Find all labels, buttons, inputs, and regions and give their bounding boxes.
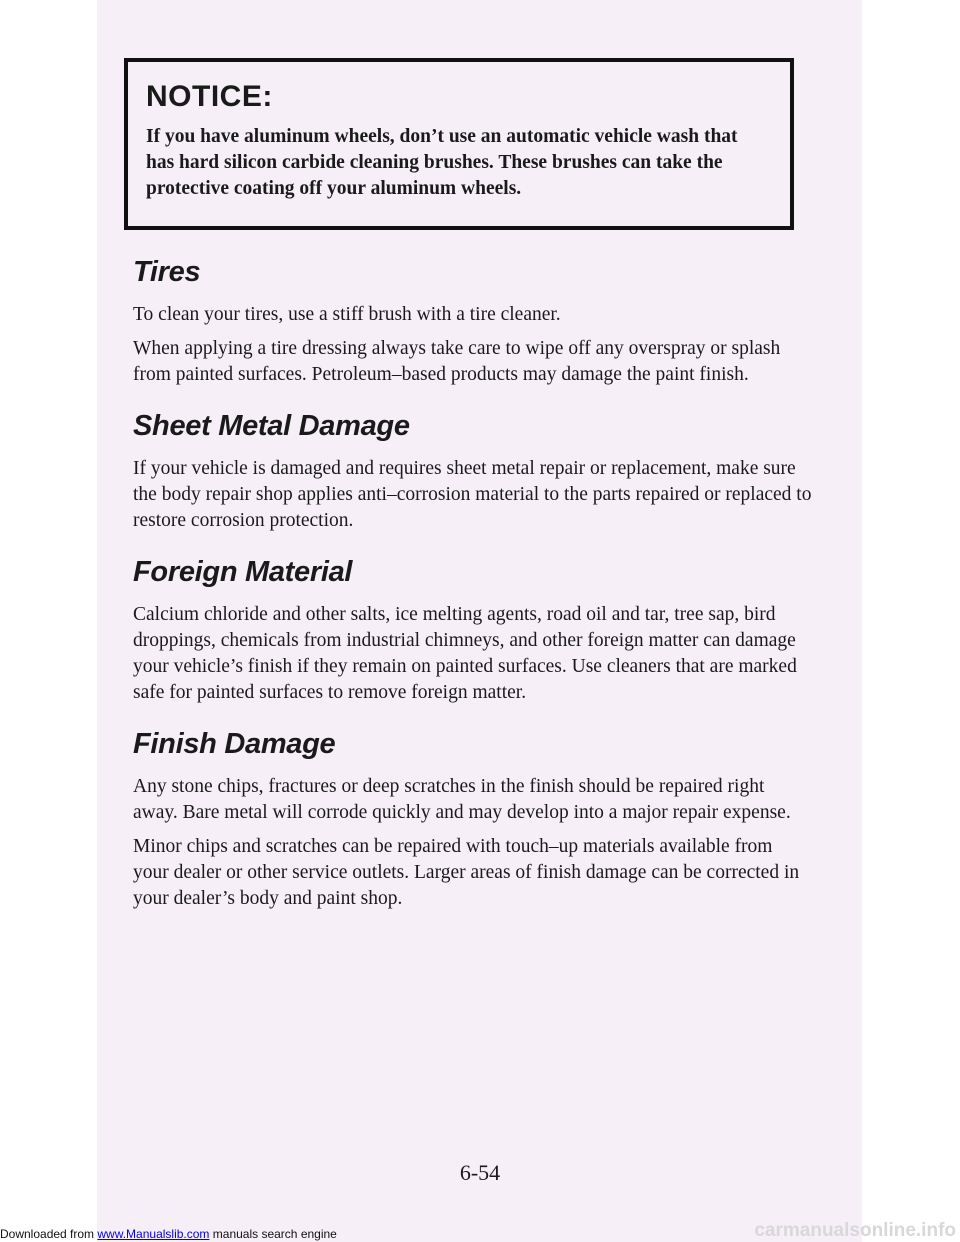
notice-text: If you have aluminum wheels, don’t use an automatic vehicle wash that has hard silicon carbide cleaning brushes. These brushes can take the protective coating off your aluminum wheels. <box>146 126 738 199</box>
notice-box <box>124 58 794 230</box>
section-paragraph: Any stone chips, fractures or deep scratches in the finish should be repaired right away. Bare metal will corrode quickly and may develop into a major repair expense. <box>133 776 791 823</box>
section-heading: Foreign Material <box>133 556 353 588</box>
page-number: 6-54 <box>459 1160 501 1185</box>
main-content <box>133 252 813 930</box>
section-foreign-material <box>133 552 813 706</box>
section-paragraph: If your vehicle is damaged and requires sheet metal repair or replacement, make sure the body repair shop applies anti–corrosion material to the parts repaired or replaced to restore corrosion protection. <box>133 458 812 531</box>
notice-title: NOTICE: <box>146 80 273 113</box>
section-heading: Sheet Metal Damage <box>133 410 410 442</box>
section-heading: Tires <box>133 256 201 288</box>
section-paragraph: To clean your tires, use a stiff brush with a tire cleaner. <box>133 304 561 325</box>
section-paragraph: When applying a tire dressing always take care to wipe off any overspray or splash from painted surfaces. Petroleum–based products may damage the paint finish. <box>133 338 781 385</box>
download-footer <box>0 1226 337 1242</box>
footer-suffix: manuals search engine <box>209 1227 337 1241</box>
watermark: carmanualsonline.info <box>754 1220 956 1241</box>
manualslib-link[interactable]: www.Manualslib.com <box>97 1227 210 1241</box>
section-paragraph: Calcium chloride and other salts, ice melting agents, road oil and tar, tree sap, bird droppings, chemicals from industrial chimneys, and other foreign matter can damage your vehicle’s finish if they remain on painted surfaces. Use cleaners that are marked safe for painted surfaces to remove foreign matter. <box>133 604 797 703</box>
footer-prefix: Downloaded from <box>0 1227 98 1241</box>
section-heading: Finish Damage <box>133 728 336 760</box>
section-finish-damage <box>133 724 813 912</box>
section-sheet-metal-damage <box>133 406 813 534</box>
section-paragraph: Minor chips and scratches can be repaired with touch–up materials available from your dealer or other service outlets. Larger areas of finish damage can be corrected in your dealer’s body and paint shop. <box>133 836 800 909</box>
section-tires <box>133 252 813 388</box>
